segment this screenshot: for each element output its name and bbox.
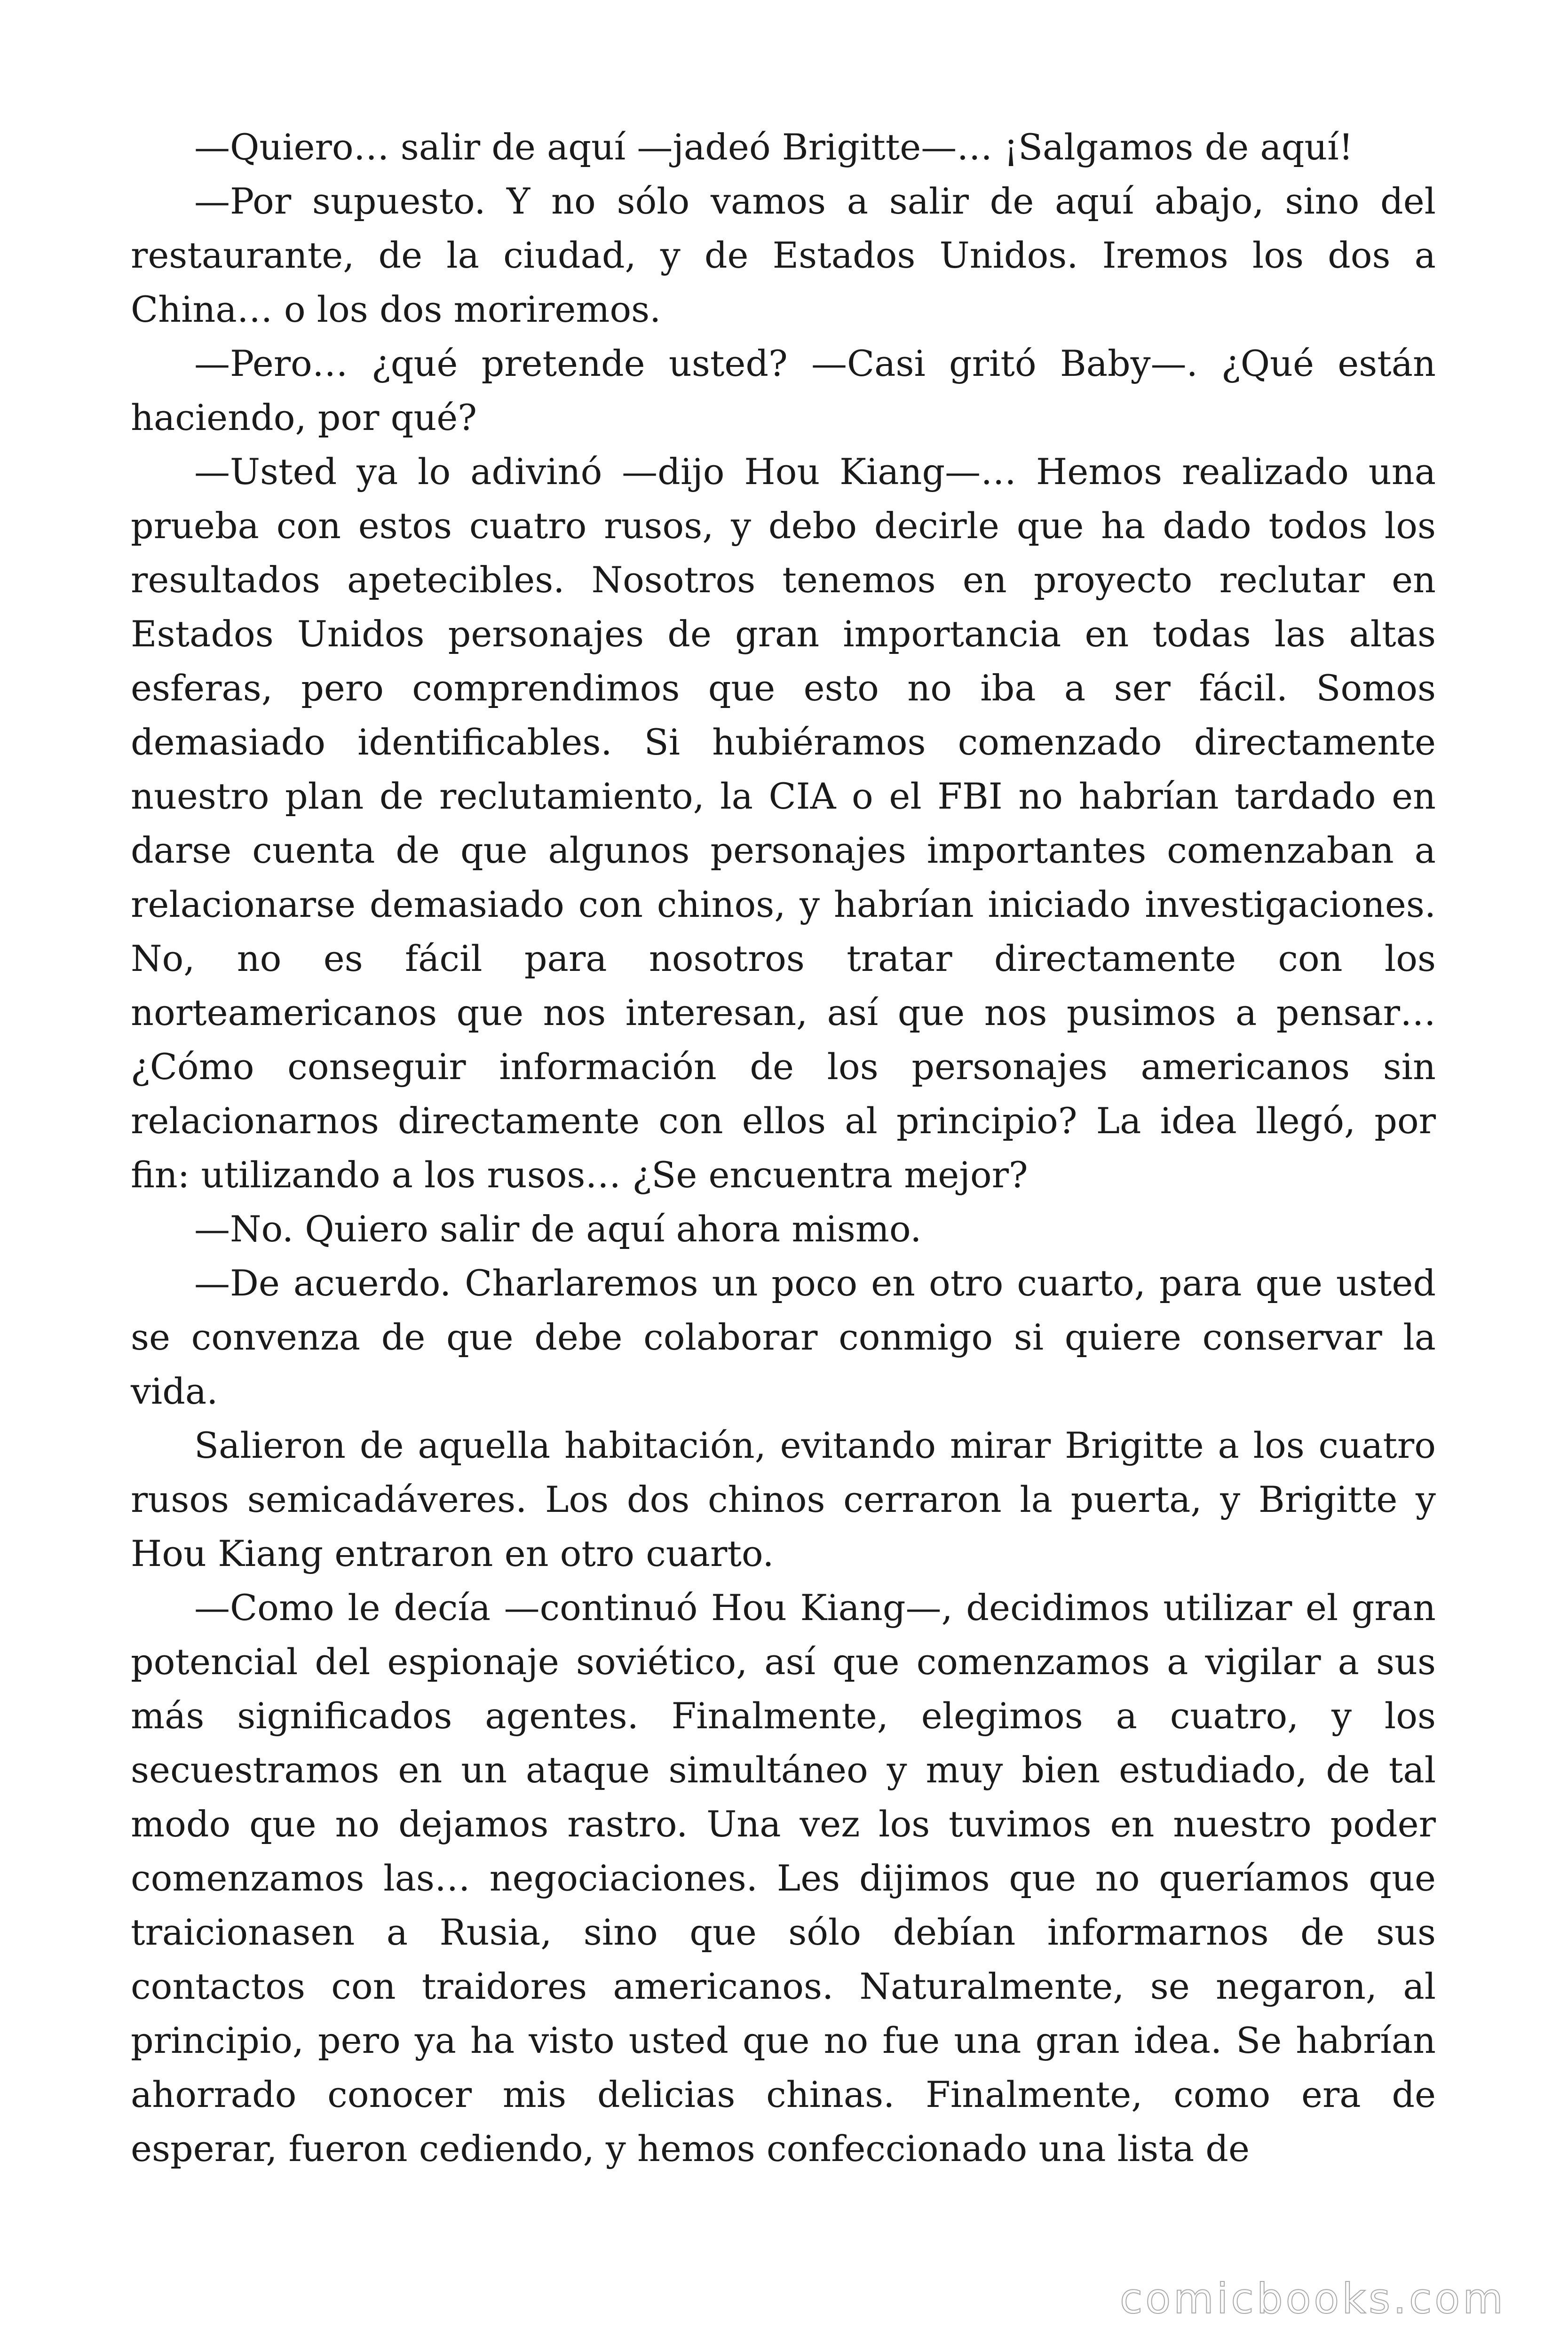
paragraph: Salieron de aquella habitación, evitando mirar Brigitte a los cuatro rusos semicadáveres. Los dos chinos cerraron la puerta, y Brigitte y Hou Kiang entraron en otro cuarto. (131, 1424, 1436, 1574)
watermark: comicbooks.com (1119, 2274, 1506, 2323)
paragraph: —No. Quiero salir de aquí ahora mismo. (194, 1208, 922, 1250)
body-text (131, 120, 1436, 2176)
paragraph: —Pero… ¿qué pretende usted? —Casi gritó Baby—. ¿Qué están haciendo, por qué? (131, 342, 1436, 438)
paragraph: —Como le decía —continuó Hou Kiang—, decidimos utilizar el gran potencial del espionaje soviético, así que comenzamos a vigilar a sus más significados agentes. Finalmente, elegimos a cuatro, y los secuestramos en un ataque simultáneo y muy bien estudiado, de tal modo que no dejamos rastro. Una vez los tuvimos en nuestro poder comenzamos las… negociaciones. Les dijimos que no queríamos que traicionasen a Rusia, sino que sólo debían informarnos de sus contactos con traidores americanos. Naturalmente, se negaron, al principio, pero ya ha visto usted que no fue una gran idea. Se habrían ahorrado conocer mis delicias chinas. Finalmente, como era de esperar, fueron cediendo, y hemos confeccionado una lista de (131, 1587, 1436, 2169)
paragraph: —De acuerdo. Charlaremos un poco en otro cuarto, para que usted se convenza de que debe colaborar conmigo si quiere conservar la vida. (131, 1262, 1436, 1412)
paragraph: —Quiero… salir de aquí —jadeó Brigitte—… ¡Salgamos de aquí! (194, 126, 1354, 168)
paragraph: —Usted ya lo adivinó —dijo Hou Kiang—… Hemos realizado una prueba con estos cuatro rusos, y debo decirle que ha dado todos los resultados apetecibles. Nosotros tenemos en proyecto reclutar en Estados Unidos personajes de gran importancia en todas las altas esferas, pero comprendimos que esto no iba a ser fácil. Somos demasiado identificables. Si hubiéramos comenzado directamente nuestro plan de reclutamiento, la CIA o el FBI no habrían tardado en darse cuenta de que algunos personajes importantes comenzaban a relacionarse demasiado con chinos, y habrían iniciado investigaciones. No, no es fácil para nosotros tratar directamente con los norteamericanos que nos interesan, así que nos pusimos a pensar… ¿Cómo conseguir información de los personajes americanos sin relacionarnos directamente con ellos al principio? La idea llegó, por fin: utilizando a los rusos… ¿Se encuentra mejor? (131, 451, 1436, 1196)
paragraph: —Por supuesto. Y no sólo vamos a salir de aquí abajo, sino del restaurante, de la ciudad, y de Estados Unidos. Iremos los dos a China… o los dos moriremos. (131, 180, 1436, 330)
